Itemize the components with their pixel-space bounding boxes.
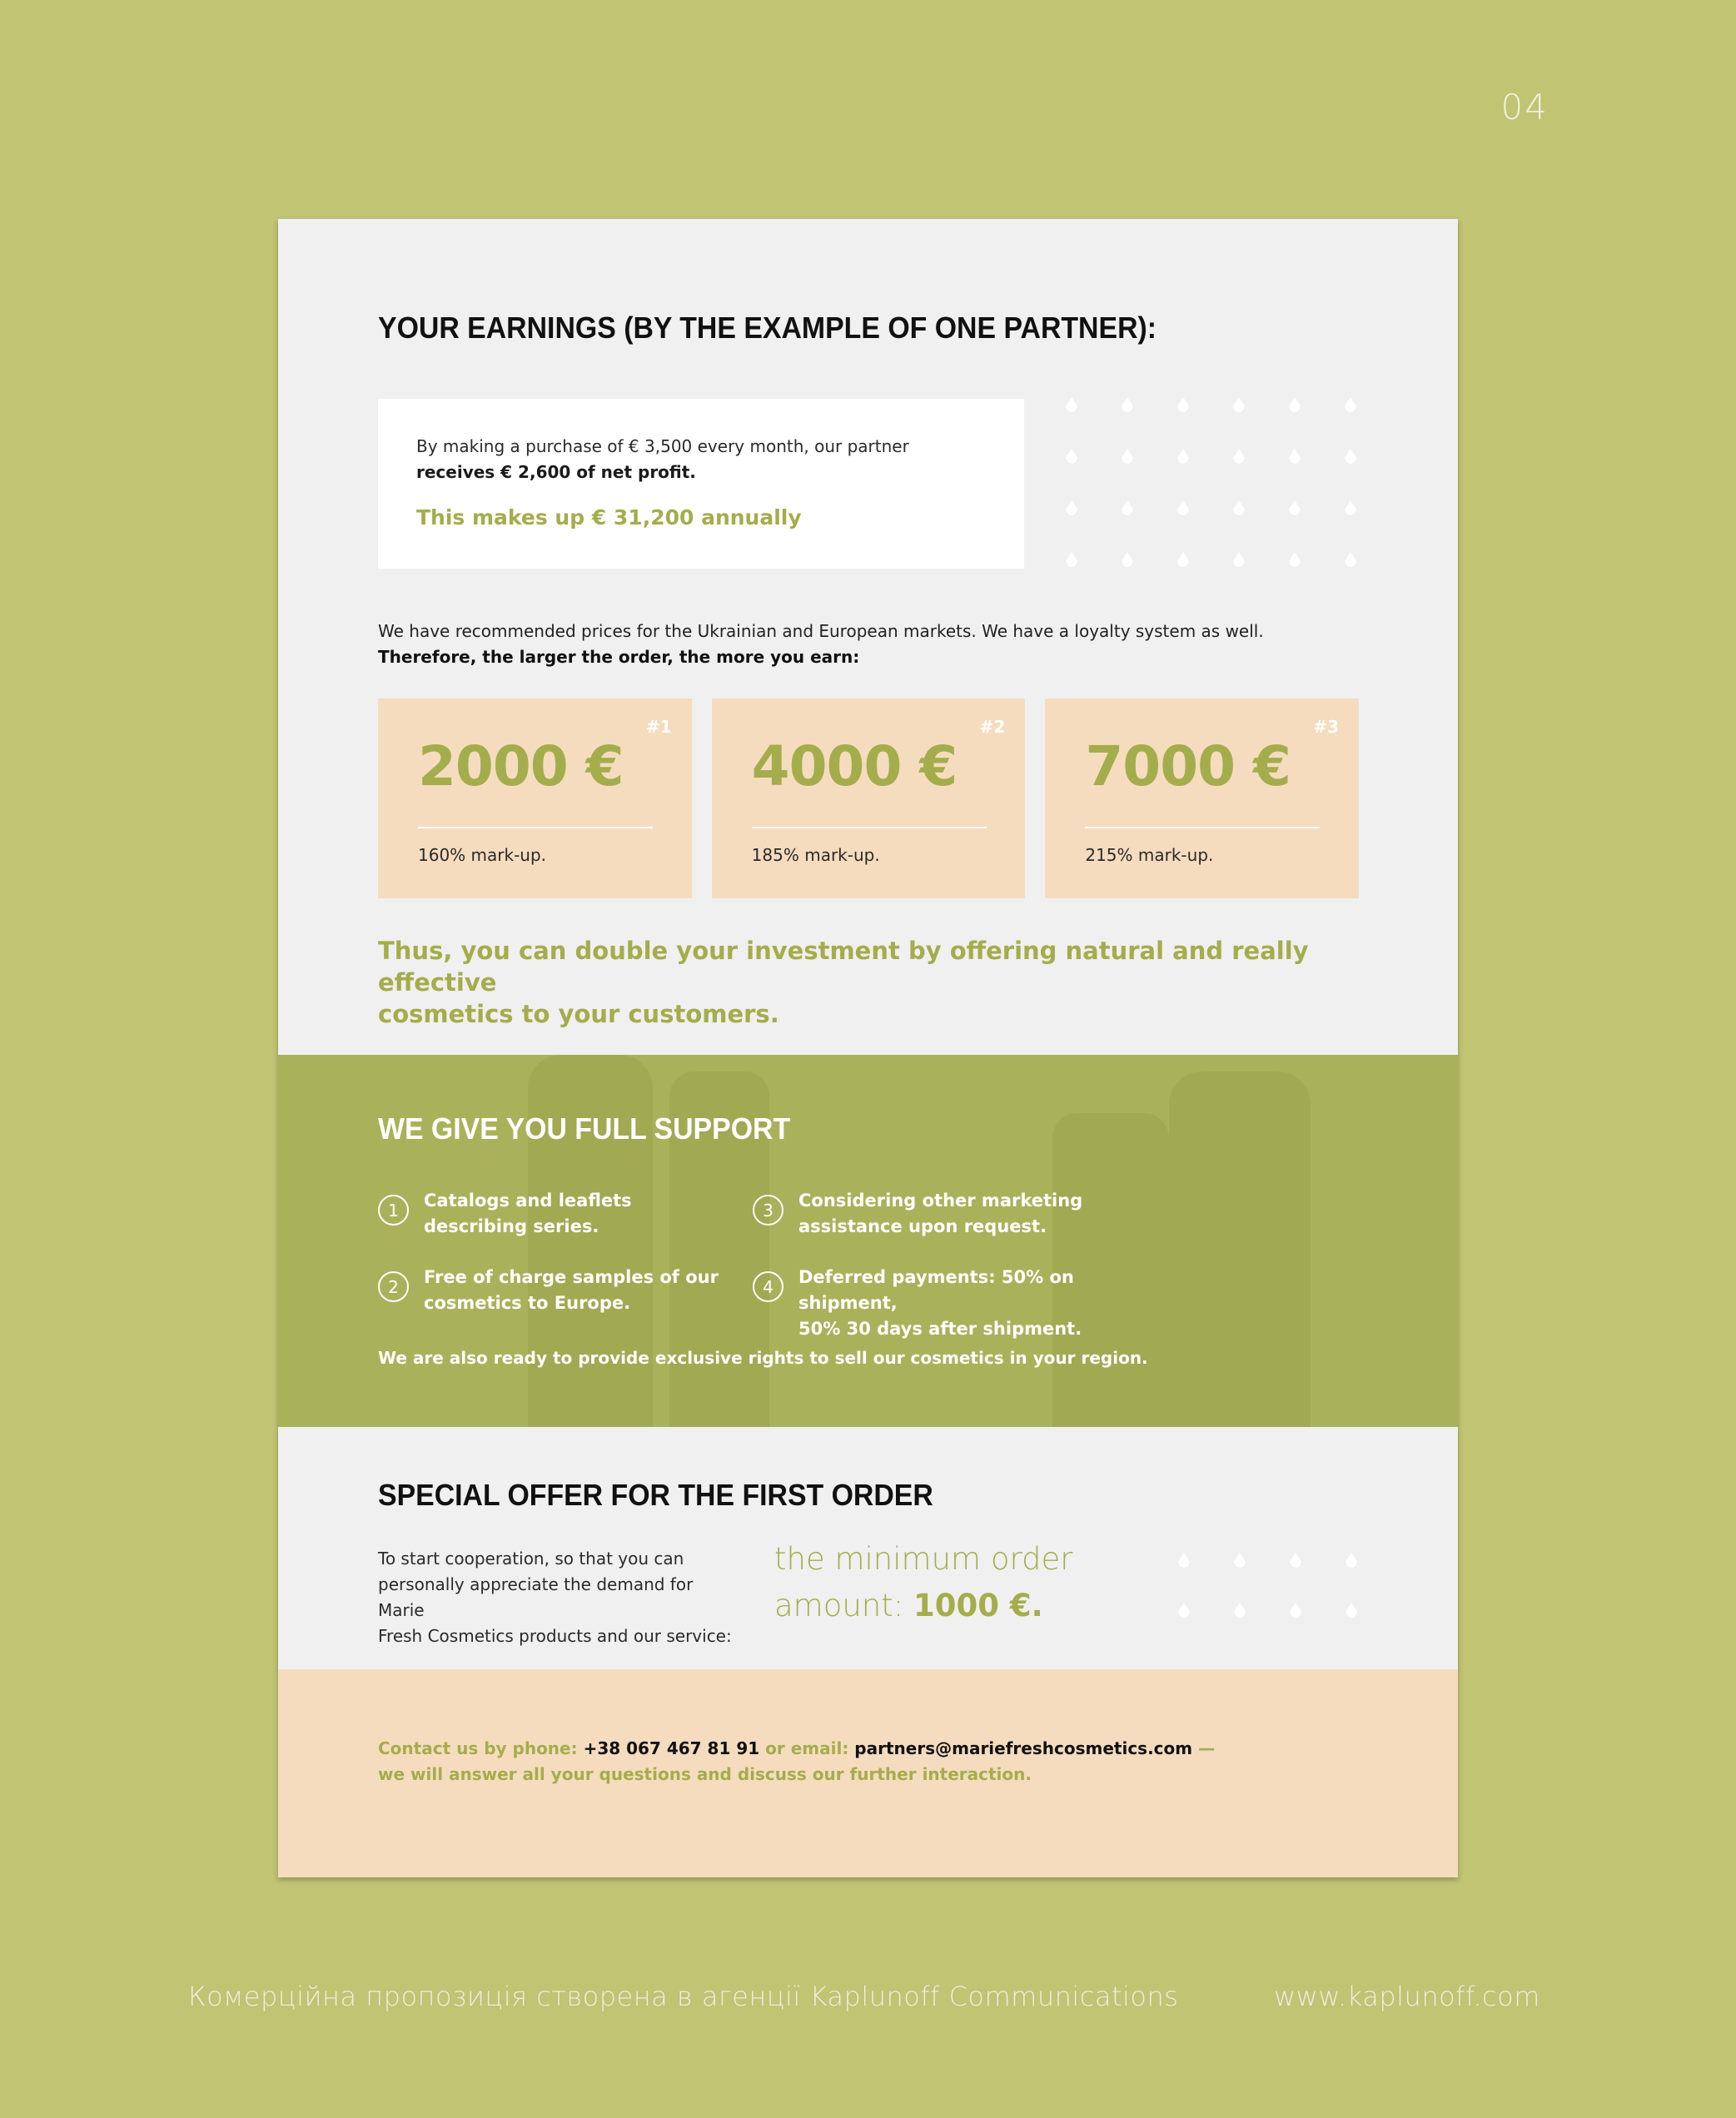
tier-card-2 xyxy=(712,699,1026,898)
tier-number: #3 xyxy=(1313,717,1340,737)
special-offer-line: To start cooperation, so that you can xyxy=(378,1549,684,1569)
support-item-text: describing series. xyxy=(424,1216,599,1236)
minimum-order-line1: the minimum order xyxy=(774,1541,1073,1577)
droplet-icon xyxy=(1177,500,1189,515)
contact-section xyxy=(278,1669,1458,1877)
droplet-icon xyxy=(1289,397,1301,412)
support-item-text: assistance upon request. xyxy=(798,1216,1047,1236)
earnings-title: YOUR EARNINGS (BY THE EXAMPLE OF ONE PARTNER): xyxy=(378,311,1157,345)
support-item-text: 50% 30 days after shipment. xyxy=(798,1319,1082,1339)
tier-card-3 xyxy=(1045,699,1359,898)
droplet-icon xyxy=(1122,552,1133,567)
phone-label: Contact us by phone: xyxy=(378,1738,584,1758)
droplet-icon xyxy=(1290,1553,1301,1568)
earnings-line1: By making a purchase of € 3,500 every month, our partner xyxy=(416,436,909,456)
special-offer-title: SPECIAL OFFER FOR THE FIRST ORDER xyxy=(378,1478,933,1512)
tier-number: #2 xyxy=(979,717,1006,737)
step-number-circle: 1 xyxy=(378,1195,409,1226)
minimum-order-value: 1000 €. xyxy=(913,1588,1043,1623)
droplet-icon xyxy=(1234,1603,1246,1618)
support-item-text: Deferred payments: 50% on shipment, xyxy=(798,1267,1074,1313)
droplet-icon xyxy=(1122,449,1133,464)
phone-link[interactable]: +38 067 467 81 91 xyxy=(583,1738,760,1758)
droplet-icon xyxy=(1177,397,1189,412)
support-item-text: Considering other marketing xyxy=(798,1191,1083,1211)
droplet-icon xyxy=(1290,1603,1301,1618)
tier-divider xyxy=(1085,827,1320,828)
support-item-3 xyxy=(753,1188,1165,1240)
tier-divider xyxy=(418,827,653,828)
contact-dash: — xyxy=(1192,1738,1216,1758)
proposal-sheet xyxy=(278,219,1458,1877)
droplet-pattern-bottom xyxy=(1178,1553,1357,1618)
support-item-2 xyxy=(378,1265,790,1316)
tier-amount: 2000 € xyxy=(418,734,624,798)
droplet-icon xyxy=(1233,449,1245,464)
support-title: WE GIVE YOU FULL SUPPORT xyxy=(378,1111,791,1146)
earnings-annual: This makes up € 31,200 annually xyxy=(416,505,802,530)
tier-amount: 7000 € xyxy=(1085,734,1291,798)
tier-markup: 185% mark-up. xyxy=(751,845,880,865)
support-item-1 xyxy=(378,1188,790,1240)
droplet-icon xyxy=(1177,552,1189,567)
investment-line2: cosmetics to your customers. xyxy=(378,1000,779,1028)
minimum-order-prefix: amount: xyxy=(774,1588,913,1623)
droplet-icon xyxy=(1066,500,1077,515)
droplet-icon xyxy=(1178,1553,1190,1568)
recommend-text xyxy=(378,619,1358,670)
droplet-icon xyxy=(1233,552,1245,567)
step-number-circle: 4 xyxy=(753,1271,783,1302)
droplet-icon xyxy=(1289,449,1301,464)
earnings-box xyxy=(378,399,1024,569)
tier-cards xyxy=(378,699,1359,898)
investment-line1: Thus, you can double your investment by offering natural and really effective xyxy=(378,937,1309,997)
support-item-4 xyxy=(753,1265,1165,1342)
droplet-icon xyxy=(1345,500,1356,515)
recommend-line1: We have recommended prices for the Ukrainian and European markets. We have a loyalty system as well. xyxy=(378,621,1264,641)
special-offer-text xyxy=(378,1546,744,1649)
droplet-pattern-top xyxy=(1066,397,1356,567)
page-number: 04 xyxy=(1500,87,1549,127)
exclusive-rights-note: We are also ready to provide exclusive rights to sell our cosmetics in your region. xyxy=(378,1348,1148,1368)
droplet-icon xyxy=(1234,1553,1246,1568)
tier-amount: 4000 € xyxy=(751,734,958,798)
droplet-icon xyxy=(1345,552,1356,567)
earnings-line2: receives € 2,600 of net profit. xyxy=(416,462,696,482)
tier-number: #1 xyxy=(645,717,672,737)
droplet-icon xyxy=(1066,397,1077,412)
droplet-icon xyxy=(1178,1603,1190,1618)
droplet-icon xyxy=(1233,500,1245,515)
footer-agency-text: Комерційна пропозиція створена в агенції Kaplunoff Communications xyxy=(188,1981,1179,2012)
droplet-icon xyxy=(1346,1603,1357,1618)
droplet-icon xyxy=(1289,552,1301,567)
droplet-icon xyxy=(1345,397,1356,412)
droplet-icon xyxy=(1177,449,1189,464)
droplet-icon xyxy=(1346,1553,1357,1568)
tier-divider xyxy=(752,827,987,828)
email-label: or email: xyxy=(759,1738,855,1758)
investment-statement xyxy=(378,935,1358,1030)
droplet-icon xyxy=(1066,449,1077,464)
step-number-circle: 2 xyxy=(378,1271,409,1302)
special-offer-line: personally appreciate the demand for Marie xyxy=(378,1574,694,1620)
email-link[interactable]: partners@mariefreshcosmetics.com xyxy=(854,1738,1193,1758)
droplet-icon xyxy=(1122,500,1133,515)
step-number-circle: 3 xyxy=(753,1195,783,1226)
support-section xyxy=(278,1055,1458,1427)
droplet-icon xyxy=(1345,449,1356,464)
droplet-icon xyxy=(1066,552,1077,567)
special-offer-line: Fresh Cosmetics products and our service: xyxy=(378,1626,732,1646)
footer-website-link[interactable]: www.kaplunoff.com xyxy=(1274,1981,1540,2012)
droplet-icon xyxy=(1289,500,1301,515)
droplet-icon xyxy=(1233,397,1245,412)
support-item-text: cosmetics to Europe. xyxy=(424,1293,631,1313)
support-item-text: Free of charge samples of our xyxy=(424,1267,719,1287)
tier-markup: 215% mark-up. xyxy=(1085,845,1214,865)
recommend-line2: Therefore, the larger the order, the more you earn: xyxy=(378,647,860,667)
minimum-order xyxy=(774,1536,1073,1629)
contact-line2: we will answer all your questions and discuss our further interaction. xyxy=(378,1764,1032,1784)
support-item-text: Catalogs and leaflets xyxy=(424,1191,632,1211)
tier-card-1 xyxy=(378,699,692,898)
droplet-icon xyxy=(1122,397,1133,412)
tier-markup: 160% mark-up. xyxy=(418,845,547,865)
